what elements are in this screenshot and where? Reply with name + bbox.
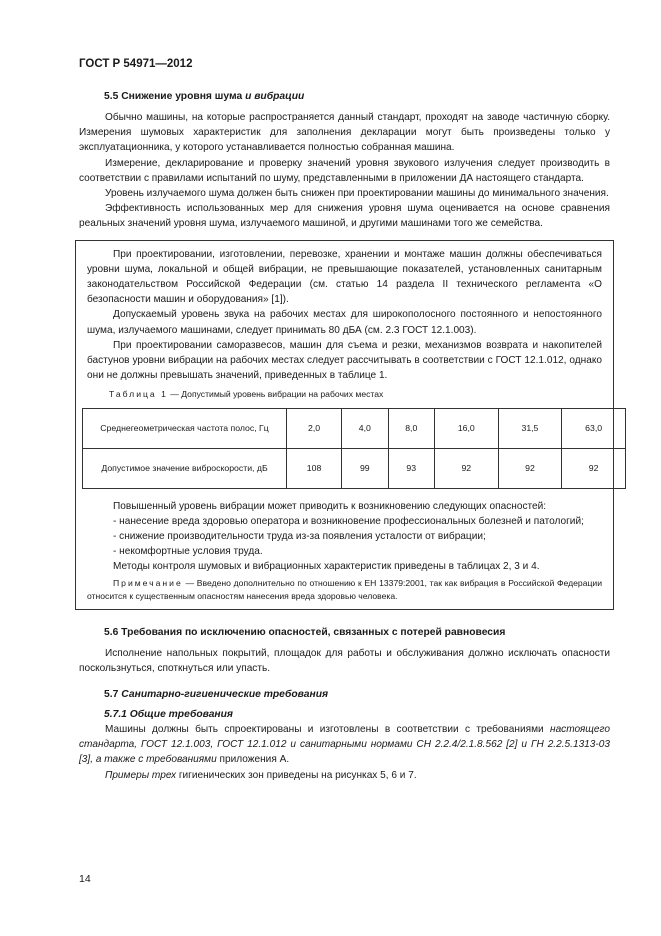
table-cell: 99 [342,448,388,488]
paragraph [79,722,610,768]
paragraph-text: Машины должны быть спроектированы и изготовлены в соответствии с требованиями [105,724,551,736]
paragraph: Допускаемый уровень звука на рабочих местах для широкополосного постоянного и непостоянного шума, излучаемого машинами, следует принимать 80 дБА (см. 2.3 ГОСТ 12.1.003). [87,309,602,336]
paragraph-text: приложения А. [216,754,290,766]
table-cell: 92 [562,448,626,488]
section-number: 5.7 [104,689,122,701]
section-number: 5.5 [104,91,119,102]
paragraph: Уровень излучаемого шума должен быть снижен при проектировании машины до минимального значения. [105,188,609,200]
table-cell: 4,0 [342,408,388,448]
table-row [83,408,626,448]
table-row-label: Допустимое значение виброскорости, дБ [83,448,287,488]
paragraph: Измерение, декларирование и проверку значений уровня звукового излучения следует производить в соответствии с правилами испытаний по шуму, представленными в приложении ДА настоящего стандарта. [79,157,610,184]
paragraph: Методы контроля шумовых и вибрационных характеристик приведены в таблицах 2, 3 и 4. [113,561,540,573]
section-title: Общие требования [129,709,234,721]
section-5-7-heading [104,688,610,702]
page-content [79,90,610,783]
section-title: Снижение уровня шума [121,91,246,102]
section-title-italic: и вибрации [245,91,305,102]
paragraph-text: гигиенических зон приведены на рисунках 5, 6 и 7. [176,769,417,781]
table-cell: 8,0 [388,408,434,448]
table-row [83,448,626,488]
section-5-6-heading: 5.6 Требования по исключению опасностей, связанных с потерей равновесия [104,626,506,638]
table-row-label: Среднегеометрическая частота полос, Гц [83,408,287,448]
table-caption-text: — Допустимый уровень вибрации на рабочих местах [167,389,384,400]
list-item: - снижение производительности труда из-за появления усталости от вибрации; [113,531,486,543]
paragraph: Эффективность использованных мер для снижения уровня шума оценивается на основе сравнения реальных значений уровня шума, излучаемого машиной, и другими машинами того же семейства. [79,203,610,230]
table-cell: 63,0 [562,408,626,448]
table-cell: 2,0 [287,408,342,448]
paragraph: Повышенный уровень вибрации может приводить к возникновению следующих опасностей: [113,500,547,512]
paragraph: Обычно машины, на которые распространяется данный стандарт, проходят на заводе частичную сборку. Измерения шумовых характеристик для заполнения декларации могут быть произведены только у эксплуатационника, у которого устанавливается полностью собранная машина. [79,112,610,154]
note-label: Примечание [113,577,183,588]
paragraph: При проектировании, изготовлении, перевозке, хранении и монтаже машин должны обеспечиваться уровни шума, локальной и общей вибрации, не превышающие показателей, установленных санитарным законодательством Российской Федерации (см. статью 14 раздела II технического регламента «О безопасности машин и оборудования» [1]). [87,248,602,306]
section-5-6 [79,626,610,676]
table-cell: 92 [498,448,562,488]
table-cell: 92 [434,448,498,488]
paragraph: При проектировании саморазвесов, машин для съема и резки, механизмов возврата и накопителей бастунов уровни вибрации на рабочих местах следует рассчитывать в соответствии с ГОСТ 12.1.012, однако они не должны превышать значений, приведенных в таблице 1. [87,339,602,382]
paragraph: Исполнение напольных покрытий, площадок для работы и обслуживания должно исключать опасности поскользнуться, споткнуться или упасть. [79,647,610,674]
table-cell: 16,0 [434,408,498,448]
list-item: - нанесение вреда здоровью оператора и возникновение профессиональных болезней и патологий; [113,515,584,527]
national-insert-box [75,240,614,610]
page-number: 14 [79,873,91,885]
table-caption-label: Таблица 1 [109,389,168,400]
paragraph [79,768,610,783]
note-text: — Введено дополнительно по отношению к ЕН 13379:2001, так как вибрация в Российской Федерации относится к существенным опасностям нанесения вреда здоровью человека. [87,577,602,601]
section-5-7 [79,688,610,783]
document-header: ГОСТ Р 54971—2012 [79,58,193,70]
table-cell: 31,5 [498,408,562,448]
section-number: 5.7.1 [104,709,130,721]
table-caption [83,387,602,402]
table-cell: 108 [287,448,342,488]
paragraph-text-italic: настоящего стандарта, ГОСТ 12.1.003, ГОСТ 12.1.012 и санитарными нормами СН 2.2.4/2.1.8.562 [2] и ГН 2.2.5.1313-03 [3], а также с требованиями [79,724,610,766]
section-5-7-1-heading [104,708,610,722]
paragraph-text-italic: Примеры трех [105,769,177,781]
table-cell: 93 [388,448,434,488]
list-item: - некомфортные условия труда. [113,546,263,558]
note [87,577,602,603]
section-5-5-heading [104,90,610,104]
vibration-table [82,408,626,489]
section-title: Санитарно-гигиенические требования [121,689,329,701]
